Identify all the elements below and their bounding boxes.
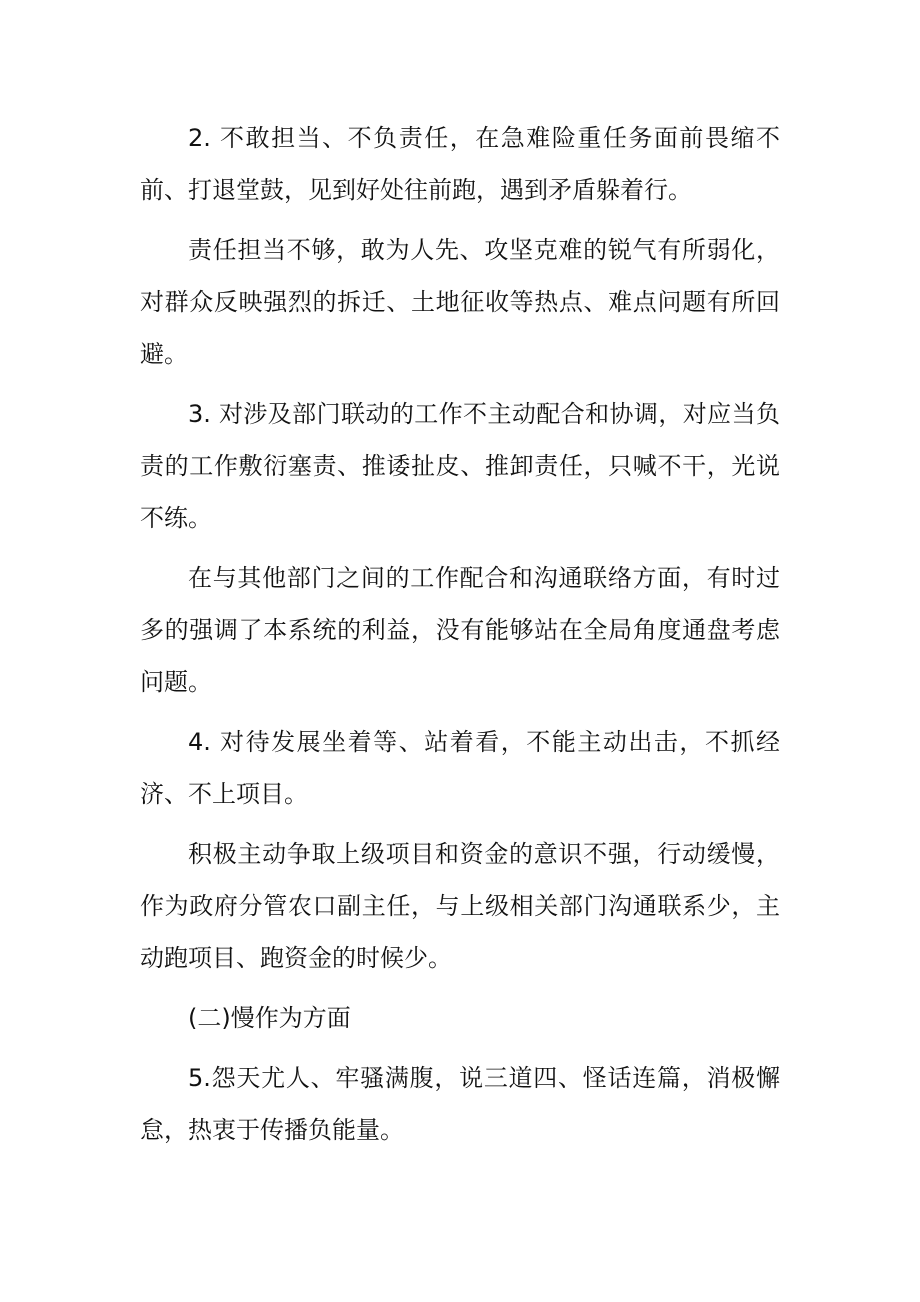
paragraph-item-5: 5.怨天尤人、牢骚满腹，说三道四、怪话连篇，消极懈怠，热衷于传播负能量。: [140, 1064, 780, 1144]
section-heading: (二)慢作为方面: [188, 1004, 351, 1032]
paragraph-coordination: 在与其他部门之间的工作配合和沟通联络方面，有时过多的强调了本系统的利益，没有能够站在全局角度通盘考虑问题。: [140, 564, 780, 696]
paragraph-responsibility: 责任担当不够，敢为人先、攻坚克难的锐气有所弱化，对群众反映强烈的拆迁、土地征收等热点、难点问题有所回避。: [140, 236, 780, 368]
paragraph-projects: 积极主动争取上级项目和资金的意识不强，行动缓慢，作为政府分管农口副主任，与上级相关部门沟通联系少，主动跑项目、跑资金的时候少。: [140, 840, 780, 972]
paragraph-item-4: 4. 对待发展坐着等、站着看，不能主动出击，不抓经济、不上项目。: [140, 728, 780, 808]
document-body: [140, 112, 780, 1164]
paragraph-item-2: 2. 不敢担当、不负责任，在急难险重任务面前畏缩不前、打退堂鼓，见到好处往前跑，遇到矛盾躲着行。: [140, 124, 780, 204]
paragraph-item-3: 3. 对涉及部门联动的工作不主动配合和协调，对应当负责的工作敷衍塞责、推诿扯皮、推卸责任，只喊不干，光说不练。: [140, 400, 780, 532]
